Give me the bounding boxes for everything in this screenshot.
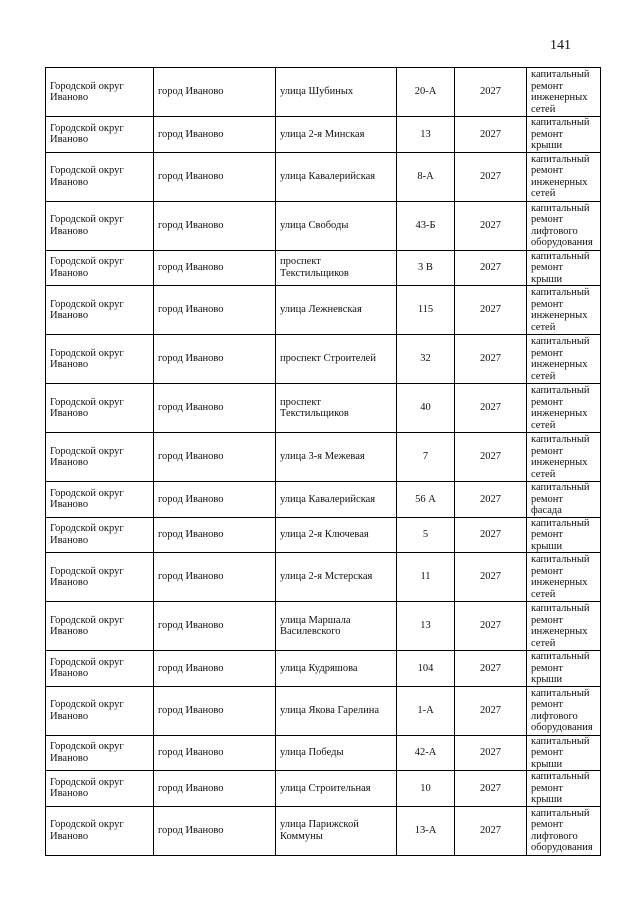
city-cell: город Иваново	[154, 433, 276, 482]
city-cell: город Иваново	[154, 384, 276, 433]
work-type-cell: капитальный ремонт крыши	[527, 651, 601, 687]
year-cell: 2027	[455, 117, 527, 153]
table-row	[46, 771, 601, 807]
street-cell: улица Маршала Василевского	[276, 602, 397, 651]
city-cell: город Иваново	[154, 771, 276, 807]
year-cell: 2027	[455, 602, 527, 651]
year-cell: 2027	[455, 651, 527, 687]
city-cell: город Иваново	[154, 68, 276, 117]
work-type-cell: капитальный ремонт крыши	[527, 771, 601, 807]
work-type-cell: капитальный ремонт инженерных сетей	[527, 152, 601, 201]
house-cell: 11	[397, 553, 455, 602]
table-row	[46, 286, 601, 335]
year-cell: 2027	[455, 735, 527, 771]
street-cell: улица Свободы	[276, 201, 397, 250]
year-cell: 2027	[455, 286, 527, 335]
city-cell: город Иваново	[154, 152, 276, 201]
district-cell: Городской округ Иваново	[46, 482, 154, 518]
year-cell: 2027	[455, 152, 527, 201]
house-cell: 5	[397, 517, 455, 553]
table-row	[46, 384, 601, 433]
city-cell: город Иваново	[154, 686, 276, 735]
city-cell: город Иваново	[154, 602, 276, 651]
work-type-cell: капитальный ремонт инженерных сетей	[527, 68, 601, 117]
district-cell: Городской округ Иваново	[46, 771, 154, 807]
street-cell: улица Кавалерийская	[276, 152, 397, 201]
year-cell: 2027	[455, 433, 527, 482]
table-row	[46, 68, 601, 117]
house-cell: 32	[397, 335, 455, 384]
district-cell: Городской округ Иваново	[46, 384, 154, 433]
work-type-cell: капитальный ремонт крыши	[527, 117, 601, 153]
city-cell: город Иваново	[154, 286, 276, 335]
house-cell: 56 А	[397, 482, 455, 518]
city-cell: город Иваново	[154, 482, 276, 518]
street-cell: улица 2-я Минская	[276, 117, 397, 153]
street-cell: проспект Строителей	[276, 335, 397, 384]
house-cell: 42-А	[397, 735, 455, 771]
city-cell: город Иваново	[154, 735, 276, 771]
table-row	[46, 117, 601, 153]
year-cell: 2027	[455, 553, 527, 602]
street-cell: улица Лежневская	[276, 286, 397, 335]
year-cell: 2027	[455, 201, 527, 250]
city-cell: город Иваново	[154, 335, 276, 384]
house-cell: 104	[397, 651, 455, 687]
city-cell: город Иваново	[154, 201, 276, 250]
district-cell: Городской округ Иваново	[46, 117, 154, 153]
work-type-cell: капитальный ремонт инженерных сетей	[527, 286, 601, 335]
work-type-cell: капитальный ремонт крыши	[527, 517, 601, 553]
house-cell: 1-А	[397, 686, 455, 735]
city-cell: город Иваново	[154, 117, 276, 153]
house-cell: 3 В	[397, 250, 455, 286]
table-row	[46, 433, 601, 482]
street-cell: улица Парижской Коммуны	[276, 806, 397, 855]
work-type-cell: капитальный ремонт лифтового оборудования	[527, 806, 601, 855]
street-cell: улица Якова Гарелина	[276, 686, 397, 735]
work-type-cell: капитальный ремонт крыши	[527, 735, 601, 771]
year-cell: 2027	[455, 806, 527, 855]
district-cell: Городской округ Иваново	[46, 201, 154, 250]
district-cell: Городской округ Иваново	[46, 152, 154, 201]
year-cell: 2027	[455, 686, 527, 735]
year-cell: 2027	[455, 384, 527, 433]
year-cell: 2027	[455, 250, 527, 286]
street-cell: улица Строительная	[276, 771, 397, 807]
house-cell: 20-А	[397, 68, 455, 117]
table-row	[46, 806, 601, 855]
table-row	[46, 686, 601, 735]
city-cell: город Иваново	[154, 651, 276, 687]
city-cell: город Иваново	[154, 517, 276, 553]
house-cell: 43-Б	[397, 201, 455, 250]
district-cell: Городской округ Иваново	[46, 553, 154, 602]
house-cell: 8-А	[397, 152, 455, 201]
house-cell: 13-А	[397, 806, 455, 855]
work-type-cell: капитальный ремонт инженерных сетей	[527, 602, 601, 651]
district-cell: Городской округ Иваново	[46, 517, 154, 553]
district-cell: Городской округ Иваново	[46, 433, 154, 482]
work-type-cell: капитальный ремонт инженерных сетей	[527, 384, 601, 433]
district-cell: Городской округ Иваново	[46, 250, 154, 286]
district-cell: Городской округ Иваново	[46, 735, 154, 771]
work-type-cell: капитальный ремонт лифтового оборудования	[527, 201, 601, 250]
street-cell: улица Победы	[276, 735, 397, 771]
house-cell: 115	[397, 286, 455, 335]
year-cell: 2027	[455, 482, 527, 518]
table-row	[46, 651, 601, 687]
street-cell: проспект Текстильщиков	[276, 384, 397, 433]
street-cell: улица 3-я Межевая	[276, 433, 397, 482]
table-row	[46, 553, 601, 602]
work-type-cell: капитальный ремонт инженерных сетей	[527, 553, 601, 602]
district-cell: Городской округ Иваново	[46, 68, 154, 117]
table-row	[46, 735, 601, 771]
street-cell: улица 2-я Мстерская	[276, 553, 397, 602]
district-cell: Городской округ Иваново	[46, 686, 154, 735]
table-row	[46, 602, 601, 651]
repair-schedule-table	[45, 67, 601, 856]
work-type-cell: капитальный ремонт инженерных сетей	[527, 335, 601, 384]
work-type-cell: капитальный ремонт инженерных сетей	[527, 433, 601, 482]
street-cell: проспект Текстильщиков	[276, 250, 397, 286]
district-cell: Городской округ Иваново	[46, 651, 154, 687]
year-cell: 2027	[455, 335, 527, 384]
table-row	[46, 152, 601, 201]
district-cell: Городской округ Иваново	[46, 286, 154, 335]
year-cell: 2027	[455, 68, 527, 117]
city-cell: город Иваново	[154, 806, 276, 855]
work-type-cell: капитальный ремонт лифтового оборудования	[527, 686, 601, 735]
district-cell: Городской округ Иваново	[46, 806, 154, 855]
district-cell: Городской округ Иваново	[46, 335, 154, 384]
house-cell: 13	[397, 602, 455, 651]
table-row	[46, 482, 601, 518]
street-cell: улица Кудряшова	[276, 651, 397, 687]
table-row	[46, 250, 601, 286]
city-cell: город Иваново	[154, 553, 276, 602]
city-cell: город Иваново	[154, 250, 276, 286]
table-row	[46, 201, 601, 250]
work-type-cell: капитальный ремонт фасада	[527, 482, 601, 518]
table-row	[46, 517, 601, 553]
street-cell: улица Шубиных	[276, 68, 397, 117]
street-cell: улица 2-я Ключевая	[276, 517, 397, 553]
year-cell: 2027	[455, 771, 527, 807]
district-cell: Городской округ Иваново	[46, 602, 154, 651]
house-cell: 10	[397, 771, 455, 807]
house-cell: 13	[397, 117, 455, 153]
work-type-cell: капитальный ремонт крыши	[527, 250, 601, 286]
year-cell: 2027	[455, 517, 527, 553]
house-cell: 7	[397, 433, 455, 482]
street-cell: улица Кавалерийская	[276, 482, 397, 518]
page-number: 141	[550, 38, 571, 53]
house-cell: 40	[397, 384, 455, 433]
table-row	[46, 335, 601, 384]
